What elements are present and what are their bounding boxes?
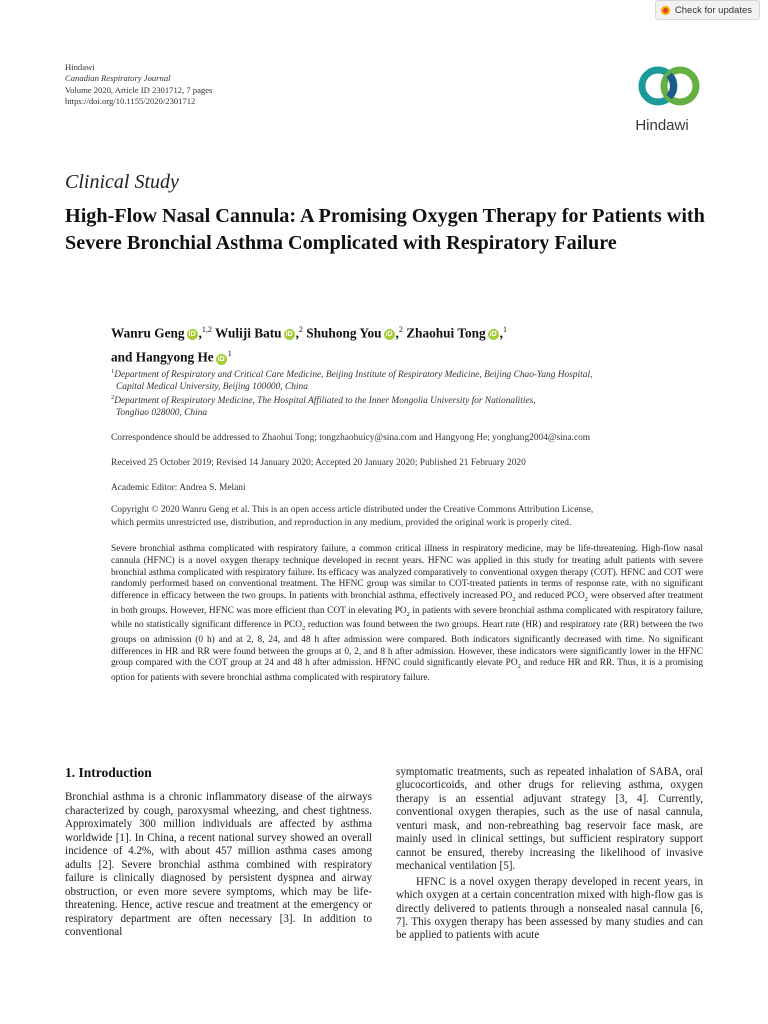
check-for-updates-label: Check for updates xyxy=(674,4,752,16)
author-name: Wuliji Batu xyxy=(214,325,282,341)
article-type: Clinical Study xyxy=(65,171,179,193)
orcid-icon[interactable]: iD xyxy=(188,331,196,339)
orcid-icon[interactable]: iD xyxy=(285,331,293,339)
copyright-notice: Copyright © 2020 Wanru Geng et al. This is an open access article distributed under the Creative Commons Attribution License, which permits unrestricted use, distribution, and reproduction in any medium, provided the original work is properly cited. xyxy=(111,505,594,528)
orcid-icon[interactable]: iD xyxy=(489,331,497,339)
hindawi-logo-text: Hindawi xyxy=(635,117,689,134)
author-list: Wanru Geng iD ,$^{1,2}$ Wuliji Batu iD ,$^2$ Shuhong You iD ,$^2$ Zhaohui Tong iD ,$^1$ and Hangyong He $iD^1$ xyxy=(111,325,507,365)
body-paragraph: Bronchial asthma is a chronic inflammatory disease of the airways characterized by cough, paroxysmal wheezing, and chest tightness. Approximately 300 million individuals are affected by asthma worldwide [1]. In China, a recent national survey showed an overall incidence of 4.2%, with about 457 million asthma cases among adults [2]. Severe bronchial asthma combined with respiratory failure is clinically diagnosed by persistent dyspnea and airway obstruction, or even more severe symptoms, which may be life-threatening. Hence, active rescue and treatment at the emergency or respiratory department are often necessary [3]. In addition to conventional xyxy=(65,791,372,938)
correspondence: Correspondence should be addressed to Zhaohui Tong; tongzhaohuicy@sina.com and Hangyong He; yonghang2004@sina.com xyxy=(111,433,591,443)
journal-header xyxy=(65,62,212,108)
article-title: High-Flow Nasal Cannula: A Promising Oxygen Therapy for Patients with Severe Bronchial Asthma Complicated with Respiratory Failure xyxy=(65,205,705,254)
author-affiliation-ref: 1,2 xyxy=(201,325,212,334)
body-paragraph: HFNC is a novel oxygen therapy developed in recent years, in which oxygen at a certain concentration mixed with high-flow gas is directly delivered to patients through a nonsealed nasal cannula [6, 7]. This oxygen therapy has been assessed by many studies and can be applied to patients with acute xyxy=(396,875,703,942)
academic-editor: Academic Editor: Andrea S. Melani xyxy=(111,483,246,493)
journal-name: Canadian Respiratory Journal xyxy=(65,73,171,84)
body-paragraph: symptomatic treatments, such as repeated inhalation of SABA, oral glucocorticoids, and other drugs for relieving asthma, oxygen therapy is an essential adjuvant strategy [3, 4]. Currently, conventional oxygen therapies, such as the use of nasal cannula, venturi mask, and non-rebreathing bag reservoir face mask, are mainly used in clinical settings, but sufficient respiratory support cannot be ensured, thereby increasing the likelihood of invasive mechanical ventilation [5]. xyxy=(396,766,703,873)
orcid-icon[interactable]: iD xyxy=(217,355,225,363)
author-name: Zhaohui Tong xyxy=(406,325,486,341)
author-affiliation-ref: 2 xyxy=(298,325,303,334)
abstract: Severe bronchial asthma complicated with respiratory failure, a common critical illness in respiratory medicine, may be life-threatening. High-flow nasal cannula (HFNC) is a novel oxygen therapy technique developed in recent years. HFNC was applied in this study for treating adult patients with severe bronchial asthma complicated with respiratory failure. Its efficacy was analyzed comparatively to conventional oxygen therapy (COT). HFNC and COT were randomly performed based on conventional treatment. The HFNC group was similar to COT-treated patients in terms of response rate, with no significant difference in efficacy between the two groups. In patients with bronchial asthma, effectively increased $PO_2$ and reduced $PCO_2$ were observed after treatment in both groups. However, HFNC was more efficient than COT in elevating $PO_2$ in patients with severe bronchial asthma complicated with respiratory failure, while no statistically significant difference in $PCO_2$ reduction was found between the two groups. Heart rate (HR) and respiratory rate (RR) between the two groups on admission (0 h) and at 2, 8, 24, and 48 h after admission were compared. Both indicators significantly decreased with time. No significant differences in HR and RR were found between the groups at 0, 2, and 8 h after admission. However, these indicators were significantly lower in the HFNC group compared with the COT group at 24 and 48 h after admission. HFNC could significantly elevate $PO_2$ and reduce HR and RR. Thus, it is a promising option for patients with severe bronchial asthma complicated with respiratory failure. xyxy=(111,544,704,683)
section-heading: 1. Introduction xyxy=(65,765,152,780)
intro-right-column xyxy=(396,766,703,943)
orcid-icon[interactable]: iD xyxy=(385,331,393,339)
author-name: Shuhong You xyxy=(306,325,382,341)
affiliation-2: $^2$Department of Respiratory Medicine, The Hospital Affiliated to the Inner Mongolia University for Nationalities, Tongliao 028000, China xyxy=(111,394,536,419)
author-affiliation-ref: 2 xyxy=(398,325,403,334)
author-name: Wanru Geng xyxy=(111,325,185,341)
author-affiliation-ref: 1 xyxy=(227,349,232,359)
check-for-updates-button[interactable] xyxy=(655,0,760,20)
affiliation-1: $^1$Department of Respiratory and Critical Care Medicine, Beijing Institute of Respiratory Medicine, Beijing Chao-Yang Hospital, Capital Medical University, Beijing 100000, China xyxy=(111,368,593,393)
publisher-name: Hindawi xyxy=(65,62,95,72)
intro-left-column xyxy=(65,766,372,939)
doi-link[interactable]: https://doi.org/10.1155/2020/2301712 xyxy=(65,96,196,107)
crossmark-icon xyxy=(661,6,670,15)
author-name: Hangyong He xyxy=(135,349,214,365)
author-affiliation-ref: 1 xyxy=(503,325,507,334)
volume-info: Volume 2020, Article ID 2301712, 7 pages xyxy=(65,84,213,95)
publication-dates: Received 25 October 2019; Revised 14 January 2020; Accepted 20 January 2020; Published 21 February 2020 xyxy=(111,458,526,468)
